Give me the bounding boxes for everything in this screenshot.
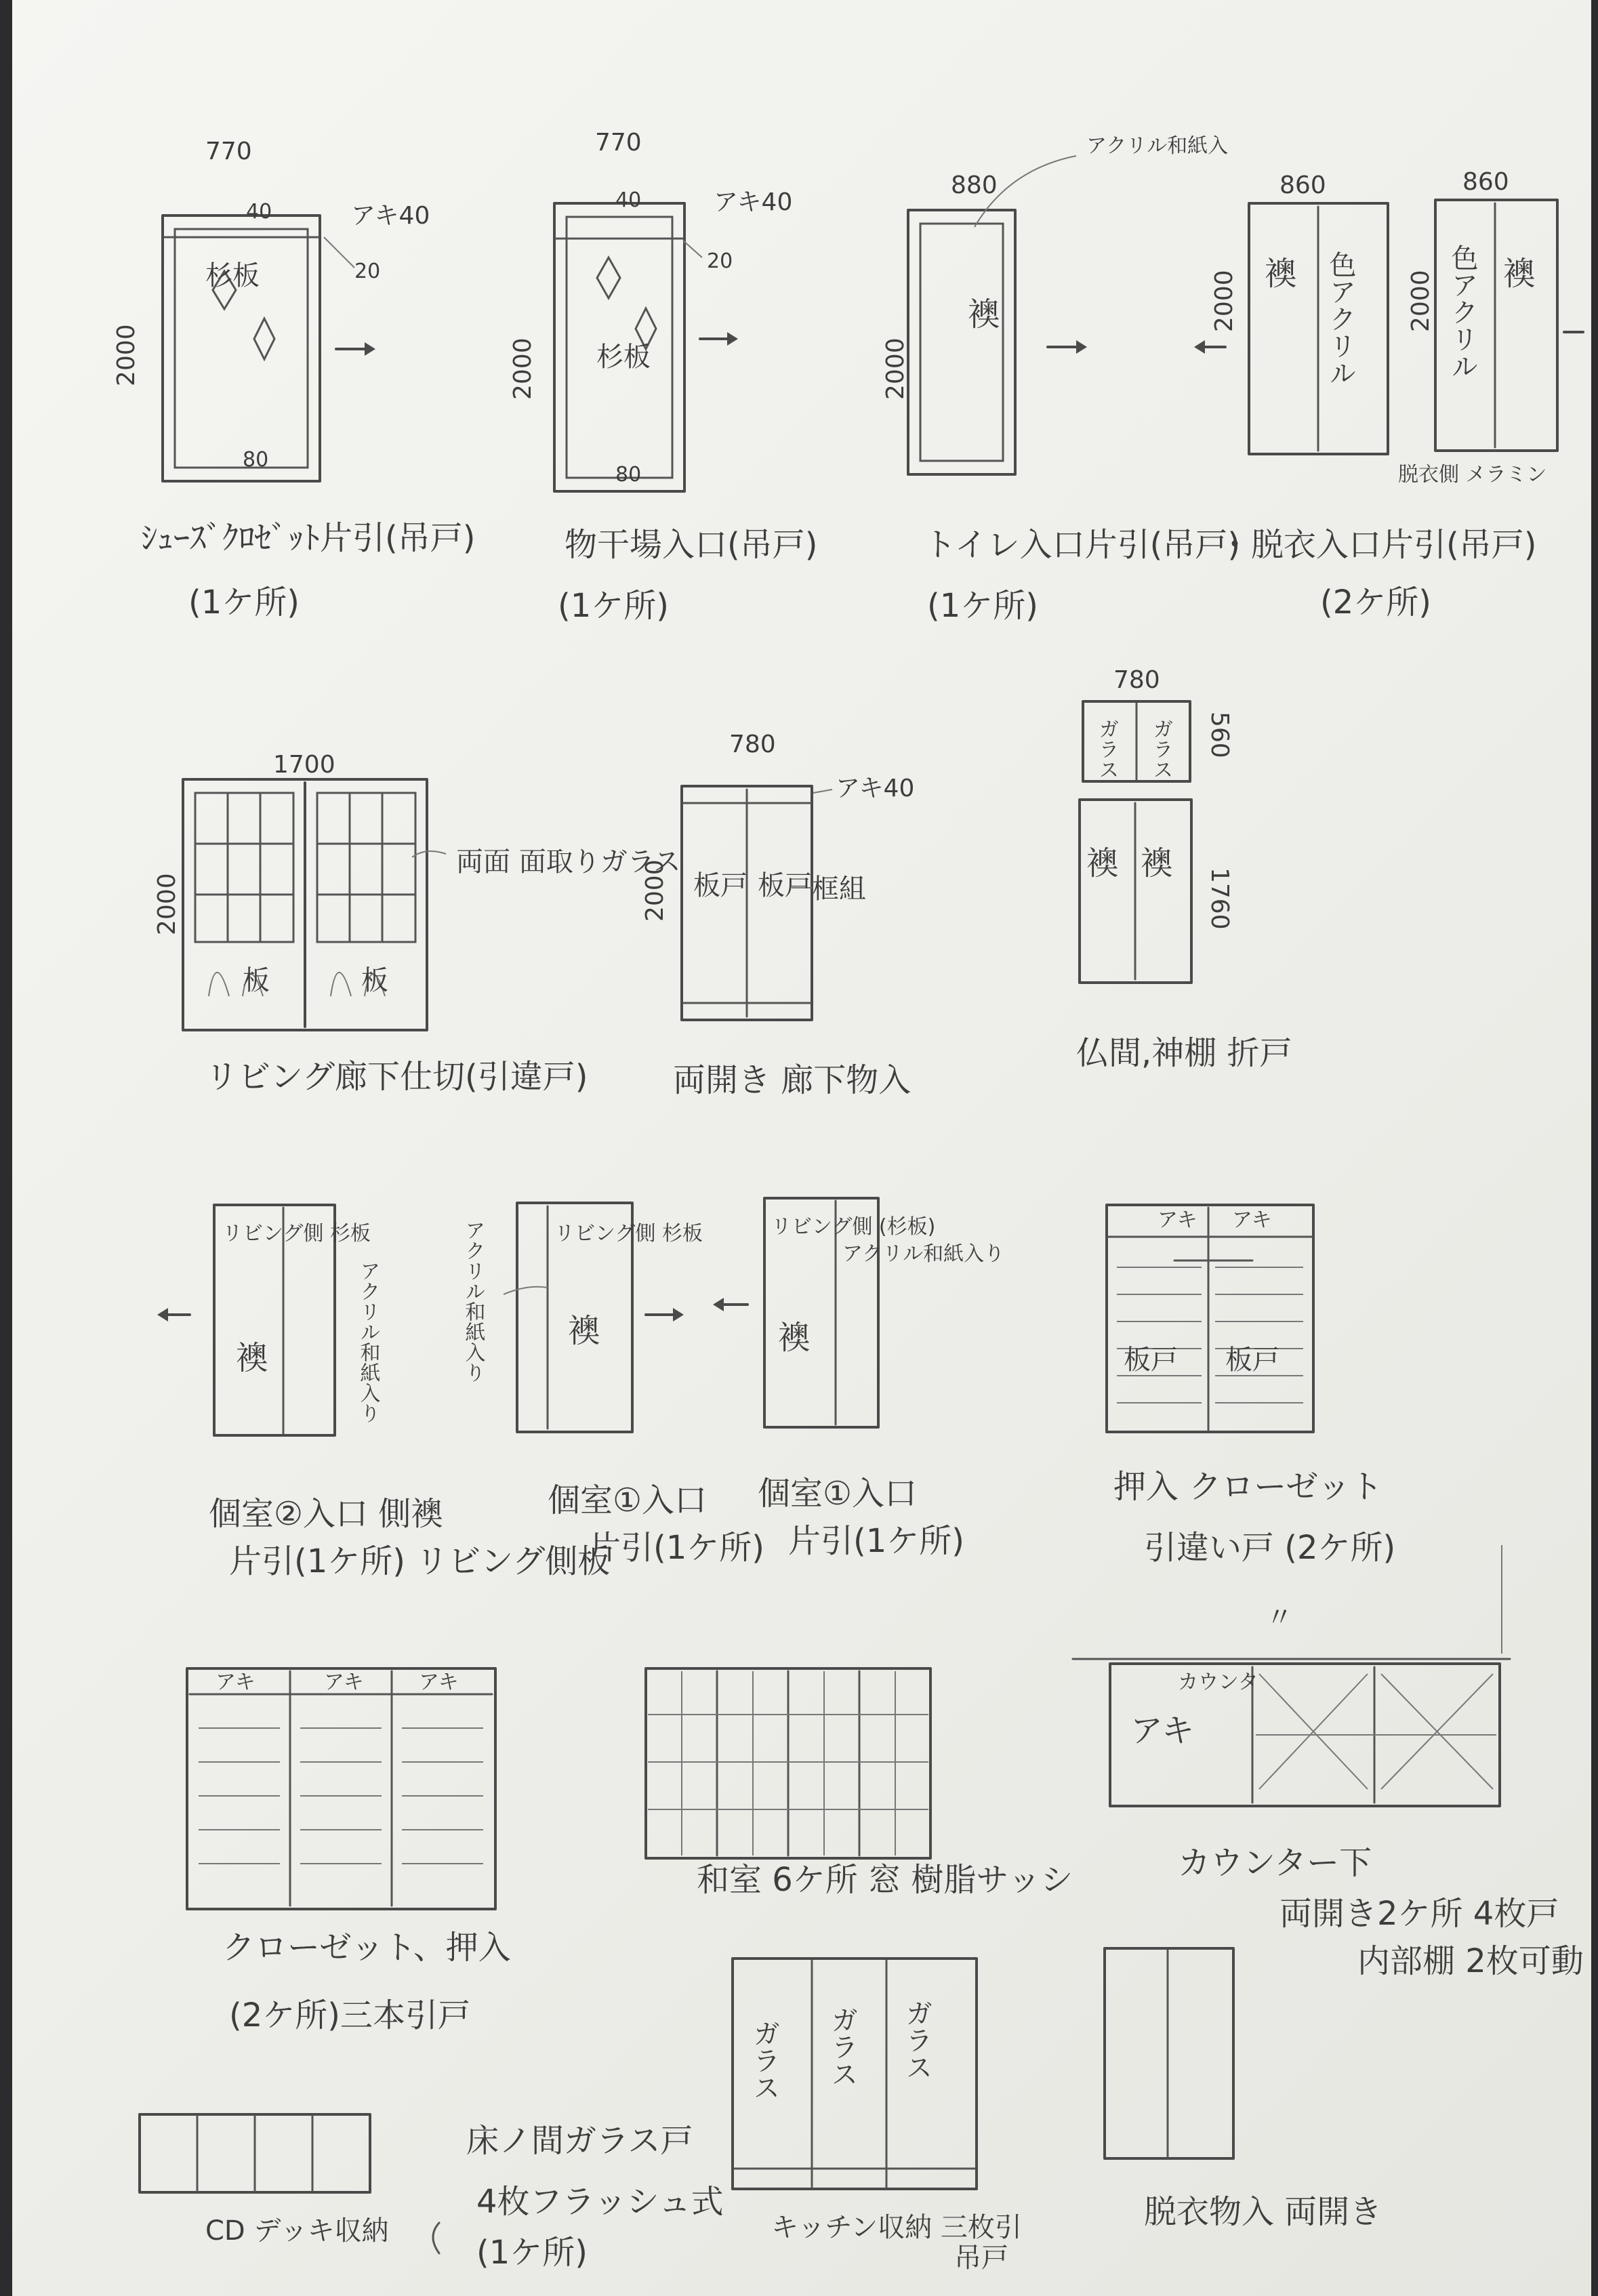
item-label: 個室①入口 (758, 1475, 918, 1513)
door-sketch-room1-a (462, 1203, 765, 1567)
door-sketch-counter (1073, 1545, 1584, 1980)
dim-gap: アキ40 (836, 775, 915, 802)
item-label: 仏間,神棚 折戸 (1076, 1034, 1292, 1072)
panel-fusuma-1: 襖 (1086, 844, 1120, 882)
item-count: (1ケ所) (558, 587, 669, 625)
dim-width: 770 (595, 129, 642, 157)
item-label: 物干場入口(吊戸) (565, 526, 818, 564)
item-label: 脱衣物入 両開き (1144, 2193, 1382, 2231)
item-label: CD デッキ収納 (205, 2215, 389, 2247)
panel-fusuma-2: 襖 (1503, 255, 1536, 293)
mark-ditto: 〃 (1266, 1602, 1293, 1633)
item-label: 個室②入口 側襖 (209, 1495, 444, 1533)
door-sketch-dressing-storage (1105, 1948, 1382, 2231)
dim-gap: アキ40 (351, 202, 430, 230)
item-count: (2ケ所) (1320, 583, 1431, 621)
note-acrylic: アクリル和紙入 (1086, 134, 1229, 158)
label-gap-2: アキ (324, 1670, 364, 1694)
dim-width: 1700 (273, 751, 335, 779)
panel-1: 板 (243, 965, 270, 996)
item-sublabel: 吊戸 (954, 2242, 1008, 2274)
note-acrylic: アクリル和紙入り (842, 1242, 1005, 1266)
panel-living: リビング側 杉板 (554, 1222, 703, 1246)
dim-height: 2000 (509, 337, 537, 400)
dim-height-2: 2000 (1407, 270, 1435, 332)
item-sublabel: (2ケ所)三本引戸 (229, 1996, 470, 2034)
door-sketch-sheet (12, 0, 1591, 2296)
door-sketch-closet-triple (187, 1668, 511, 2034)
panel-label: 杉板 (596, 342, 651, 373)
door-sketch-dressing-room (1194, 168, 1583, 621)
dim-bottom: 80 (615, 463, 642, 487)
label-gap: アキ (1130, 1712, 1195, 1750)
item-label: キッチン収納 三枚引 (771, 2212, 1022, 2243)
item-count: (1ケ所) (927, 587, 1038, 625)
door-sketch-washitsu-sash (646, 1668, 1073, 1899)
panel-living: リビング側 (杉板) (771, 1215, 936, 1239)
door-sketch-drying-area (509, 129, 817, 625)
label-counter: カウンタ (1178, 1670, 1258, 1694)
dim-height-1: 2000 (1210, 270, 1238, 332)
door-sketch-shoes-closet (112, 138, 475, 621)
item-label: 押入 クローゼット (1113, 1468, 1383, 1506)
dim-side: 20 (707, 249, 733, 273)
panel-glass-2: ガラス (827, 2006, 858, 2087)
panel-2: 板 (361, 965, 388, 996)
item-label: 両開き 廊下物入 (673, 1061, 911, 1099)
label-gap-2: アキ (1232, 1208, 1272, 1232)
dim-width: 770 (205, 138, 252, 165)
panel-1: 板戸 (693, 870, 747, 901)
dim-lower: 1760 (1206, 867, 1233, 930)
sketch-paper (12, 0, 1591, 2296)
panel-fusuma: 襖 (778, 1319, 811, 1357)
item-sublabel2: (1ケ所) (476, 2234, 588, 2272)
item-count: (1ケ所) (188, 583, 300, 621)
panel-glass-1: ガラス (749, 2020, 780, 2101)
dim-height: 2000 (641, 859, 669, 922)
door-sketch-kitchen (733, 1959, 1022, 2274)
dim-width: 780 (729, 731, 776, 758)
dim-bottom: 80 (243, 448, 269, 472)
panel-glass-3: ガラス (901, 1999, 933, 2080)
dim-width: 780 (1113, 666, 1160, 694)
item-label: 個室①入口 (548, 1481, 708, 1519)
note-glass: 両面 面取りガラス (456, 846, 681, 878)
panel-glass-2: ガラス (1149, 718, 1173, 779)
dim-width-2: 860 (1462, 168, 1509, 196)
item-sublabel: 片引(1ケ所) (788, 1522, 964, 1560)
item-label: カウンター下 (1178, 1844, 1372, 1882)
dim-top: 40 (246, 200, 272, 224)
panel-2: 板戸 (758, 870, 812, 901)
item-sublabel: 引違い戸 (2ケ所) (1144, 1529, 1396, 1567)
label-gap-1: アキ (216, 1670, 255, 1694)
door-note-tokonoma (433, 2122, 724, 2272)
panel-living: リビング側 杉板 (222, 1222, 371, 1246)
door-sketch-toilet (882, 134, 1240, 625)
door-sketch-hallway-storage (641, 731, 914, 1099)
dim-gap: アキ40 (714, 188, 793, 216)
door-sketch-living-corridor (153, 751, 681, 1096)
label-gap-3: アキ (419, 1670, 459, 1694)
panel-2: 板戸 (1225, 1345, 1279, 1376)
door-sketch-room1-b (713, 1198, 1004, 1560)
item-label: 床ノ間ガラス戸 (466, 2122, 693, 2160)
panel-acrylic-2: 色アクリル (1447, 244, 1478, 380)
item-sublabel2: 内部棚 2枚可動 (1357, 1942, 1584, 1980)
dim-height: 2000 (153, 873, 181, 935)
item-sublabel: 両開き2ケ所 4枚戸 (1279, 1895, 1559, 1933)
note-acrylic: アクリル和紙入り (461, 1220, 485, 1382)
item-sublabel: 片引(1ケ所) リビング側板 (229, 1542, 611, 1580)
item-label: 和室 6ケ所 窓 樹脂サッシ (697, 1861, 1073, 1899)
dim-width: 880 (951, 171, 998, 199)
panel-acrylic-1: 色アクリル (1325, 251, 1356, 386)
door-sketch-altar (1076, 666, 1292, 1072)
item-label: ・脱衣入口片引(吊戸) (1218, 526, 1537, 564)
panel-glass-1: ガラス (1094, 718, 1119, 779)
panel-fusuma-1: 襖 (1265, 255, 1298, 293)
note-melamine: 脱衣側 メラミン (1398, 463, 1547, 487)
panel-1: 板戸 (1124, 1345, 1178, 1376)
item-sublabel: 4枚フラッシュ式 (476, 2183, 724, 2221)
panel-fusuma-2: 襖 (1141, 844, 1174, 882)
item-label: リビング廊下仕切(引違戸) (205, 1058, 588, 1096)
item-sublabel: 片引(1ケ所) (588, 1529, 764, 1567)
dim-side: 20 (354, 260, 381, 283)
door-sketch-closet-sliding (1107, 1205, 1395, 1567)
dim-height: 2000 (882, 337, 909, 400)
dim-width-1: 860 (1279, 171, 1326, 199)
note-acrylic: アクリル和紙入り (356, 1260, 380, 1423)
dim-upper: 560 (1206, 712, 1233, 758)
panel-label: 杉板 (205, 260, 260, 291)
dim-top: 40 (615, 188, 642, 212)
note-frame: 框組 (812, 874, 866, 905)
panel-label: 襖 (968, 295, 1001, 333)
item-label: クローゼット、押入 (222, 1929, 511, 1967)
panel-fusuma: 襖 (236, 1339, 269, 1377)
panel-fusuma: 襖 (568, 1312, 601, 1350)
item-label: トイレ入口片引(吊戸) (924, 526, 1241, 564)
item-label: ｼｭｰｽﾞｸﾛｾﾞｯﾄ片引(吊戸) (141, 519, 476, 557)
dim-height: 2000 (112, 324, 140, 386)
door-sketch-cd-deck (140, 2114, 389, 2247)
label-gap-1: アキ (1157, 1208, 1197, 1232)
door-sketch-room2 (157, 1205, 610, 1580)
